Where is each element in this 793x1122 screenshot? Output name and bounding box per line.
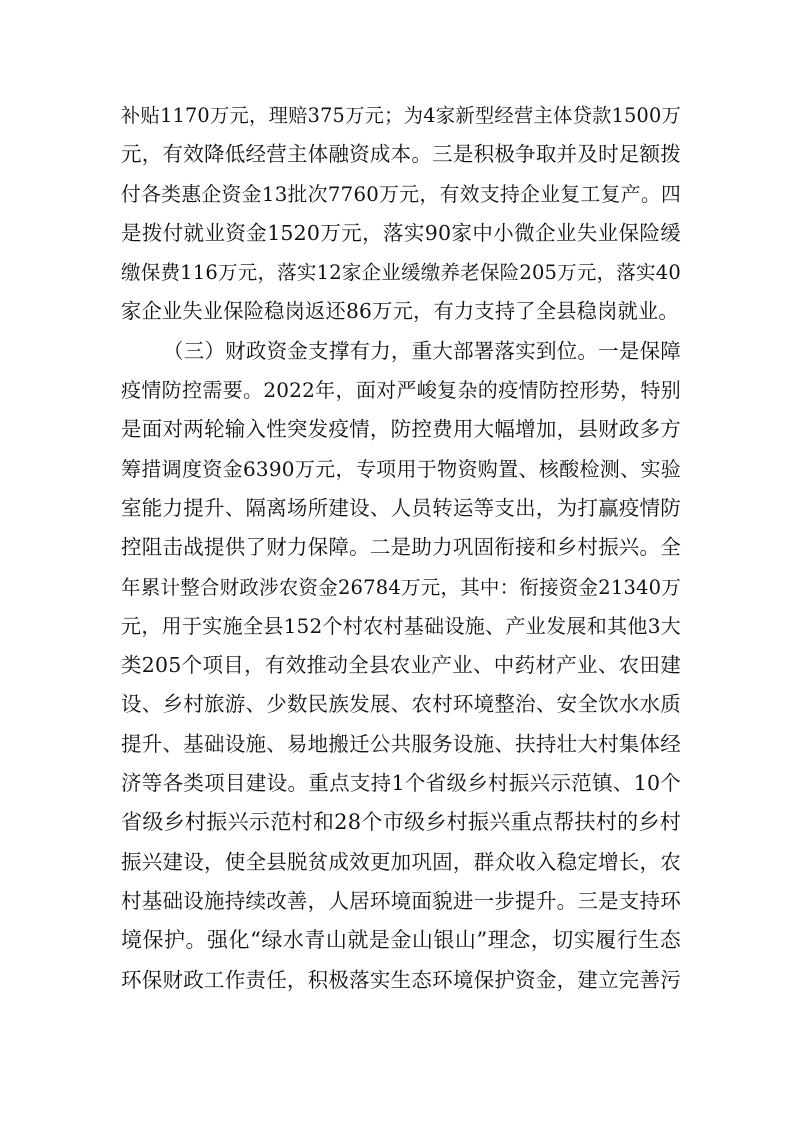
text-line: 年累计整合财政涉农资金26784万元，其中：衔接资金21340万 bbox=[121, 575, 681, 599]
text-line: 筹措调度资金6390万元，专项用于物资购置、核酸检测、实验 bbox=[121, 456, 681, 481]
text-line: 村基础设施持续改善，人居环境面貌进一步提升。三是支持环 bbox=[121, 888, 681, 913]
text-line: 济等各类项目建设。重点支持1个省级乡村振兴示范镇、10个 bbox=[121, 771, 681, 796]
text-line: 疫情防控需要。2022年，面对严峻复杂的疫情防控形势，特别 bbox=[121, 378, 681, 403]
text-line: 家企业失业保险稳岗返还86万元，有力支持了全县稳岗就业。 bbox=[121, 299, 679, 324]
text-line: 元，用于实施全县152个村农村基础设施、产业发展和其他3大 bbox=[121, 613, 681, 638]
text-line: 元，有效降低经营主体融资成本。三是积极争取并及时足额拨 bbox=[121, 142, 681, 167]
text-line: 补贴1170万元，理赔375万元；为4家新型经营主体贷款1500万 bbox=[121, 104, 681, 127]
text-line: 是面对两轮输入性突发疫情，防控费用大幅增加，县财政多方 bbox=[121, 417, 681, 442]
text-line: 振兴建设，使全县脱贫成效更加巩固，群众收入稳定增长，农 bbox=[121, 849, 681, 874]
text-line: 设、乡村旅游、少数民族发展、农村环境整治、安全饮水水质 bbox=[121, 692, 681, 717]
text-line: 环保财政工作责任，积极落实生态环境保护资金，建立完善污 bbox=[121, 967, 681, 992]
text-line: 类205个项目，有效推动全县农业产业、中药材产业、农田建 bbox=[121, 653, 681, 678]
text-line: 室能力提升、隔离场所建设、人员转运等支出，为打赢疫情防 bbox=[121, 495, 681, 520]
text-line: 控阻击战提供了财力保障。二是助力巩固衔接和乡村振兴。全 bbox=[121, 535, 681, 560]
text-line: 缴保费116万元，落实12家企业缓缴养老保险205万元，落实40 bbox=[121, 261, 681, 285]
body-text bbox=[121, 96, 681, 1000]
section-heading-line: （三）财政资金支撑有力，重大部署落实到位。一是保障 bbox=[163, 338, 681, 363]
text-line: 境保护。强化“绿水青山就是金山银山”理念，切实履行生态 bbox=[121, 928, 681, 953]
text-line: 是拨付就业资金1520万元，落实90家中小微企业失业保险缓 bbox=[121, 220, 681, 245]
text-line: 省级乡村振兴示范村和28个市级乡村振兴重点帮扶村的乡村 bbox=[121, 810, 681, 835]
text-line: 付各类惠企资金13批次7760万元，有效支持企业复工复产。四 bbox=[121, 182, 681, 206]
text-line: 提升、基础设施、易地搬迁公共服务设施、扶持壮大村集体经 bbox=[121, 731, 681, 756]
